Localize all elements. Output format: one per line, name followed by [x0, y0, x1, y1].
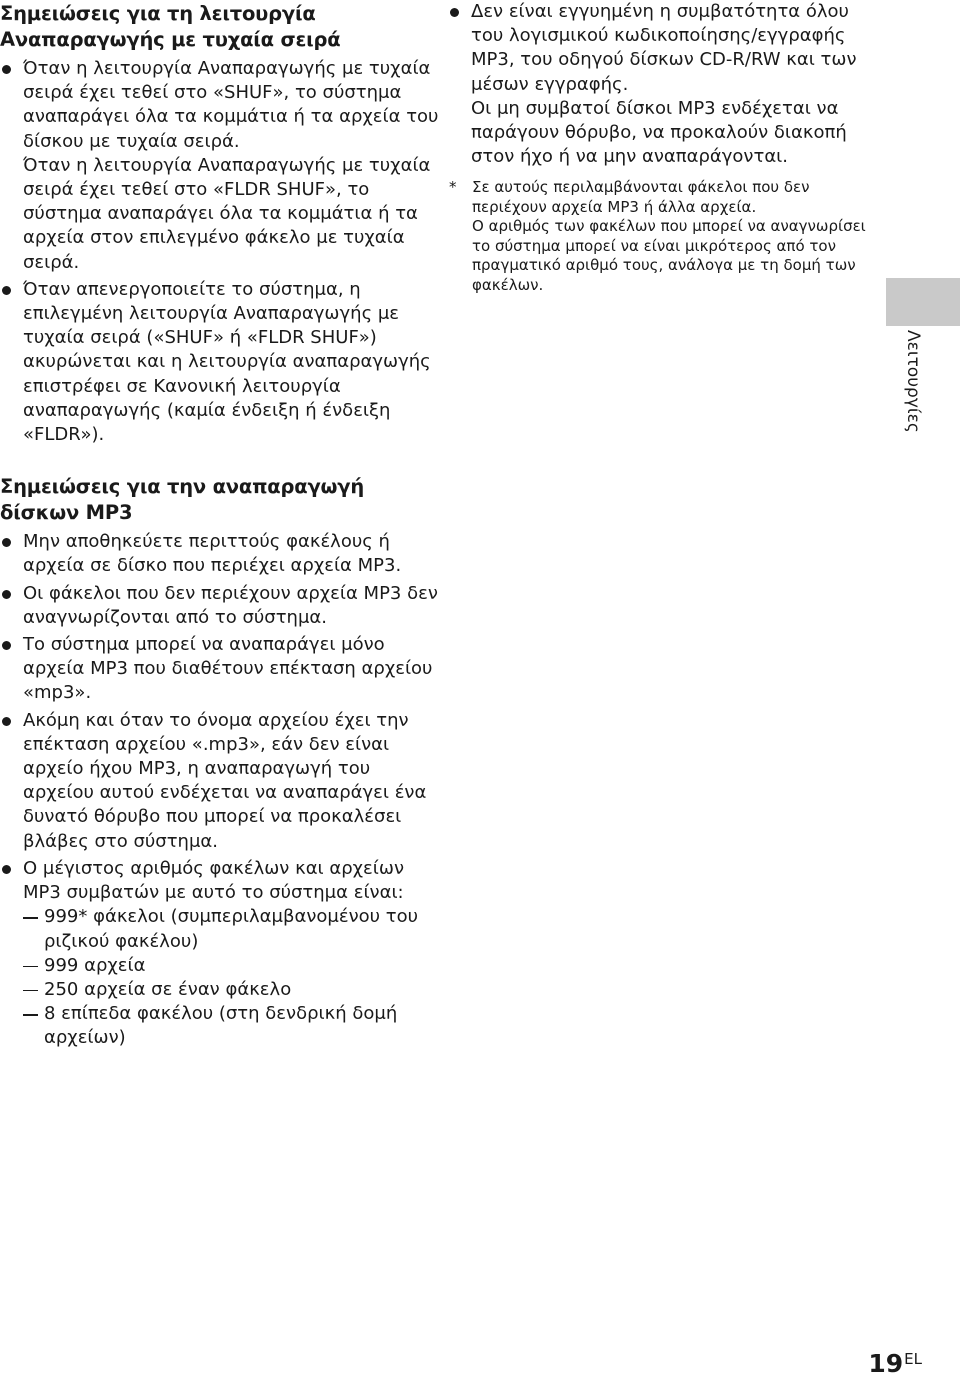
list-item — [0, 278, 440, 447]
paragraph: Το σύστημα μπορεί να αναπαράγει μόνο αρχεία MP3 που διαθέτουν επέκταση αρχείου «mp3». — [23, 634, 433, 704]
footnote-text: Ο αριθμός των φακέλων που μπορεί να αναγνωρίσει το σύστημα μπορεί να είναι μικρότερος από τον πραγματικό αριθμό τους, ανάλογα με τη δομή των φακέλων. — [472, 217, 866, 294]
footnote-text: Σε αυτούς περιλαμβάνονται φάκελοι που δεν περιέχουν αρχεία MP3 ή άλλα αρχεία. — [472, 178, 810, 216]
mp3-notes-list — [0, 530, 440, 1050]
paragraph: Δεν είναι εγγυημένη η συμβατότητα όλου του λογισμικού κωδικοποίησης/εγγραφής MP3, του οδηγού δίσκων CD-R/RW και των μέσων εγγραφής. — [471, 1, 857, 95]
sub-list-item: 999* φάκελοι (συμπεριλαμβανομένου του ριζικού φακέλου) — [23, 905, 440, 953]
paragraph: Οι μη συμβατοί δίσκοι MP3 ενδέχεται να παράγουν θόρυβο, να προκαλούν διακοπή στον ήχο ή να μην αναπαράγονται. — [471, 97, 847, 168]
page-number-value: 19 — [868, 1349, 904, 1378]
paragraph: Μην αποθηκεύετε περιττούς φακέλους ή αρχεία σε δίσκο που περιέχει αρχεία MP3. — [23, 531, 402, 577]
page-number — [868, 1344, 922, 1379]
sub-list-item: 8 επίπεδα φακέλου (στη δενδρική δομή αρχείων) — [23, 1002, 440, 1050]
heading-mp3-notes: Σημειώσεις για την αναπαραγωγή δίσκων MP3 — [0, 475, 365, 525]
footnote-mark: * — [449, 178, 457, 197]
list-item — [0, 57, 440, 275]
list-item — [0, 582, 440, 630]
heading-shuffle-notes: Σημειώσεις για τη λειτουργία Αναπαραγωγής με τυχαία σειρά — [0, 2, 341, 51]
right-column — [448, 0, 868, 295]
page-language-suffix: EL — [904, 1350, 922, 1368]
paragraph: Όταν απενεργοποιείτε το σύστημα, η επιλεγμένη λειτουργία Αναπαραγωγής με τυχαία σειρά («SHUF» ή «FLDR SHUF») ακυρώνεται και η λειτουργία αναπαραγωγής επιστρέφει σε Κανονική λειτουργία αναπαραγωγής (καμία ένδειξη ή ένδειξη «FLDR»). — [23, 278, 431, 446]
sub-list-item: 250 αρχεία σε έναν φάκελο — [23, 978, 440, 1002]
list-item — [0, 633, 440, 706]
list-item — [0, 709, 440, 854]
paragraph: Οι φάκελοι που δεν περιέχουν αρχεία MP3 δεν αναγνωρίζονται από το σύστημα. — [23, 582, 438, 628]
footnote — [448, 178, 868, 295]
sub-list-item: 999 αρχεία — [23, 954, 440, 978]
compatibility-list — [448, 0, 868, 169]
list-item — [0, 857, 440, 1051]
limits-sublist — [23, 905, 440, 1050]
paragraph: Όταν η λειτουργία Αναπαραγωγής με τυχαία σειρά έχει τεθεί στο «FLDR SHUF», το σύστημα αναπαράγει όλα τα κομμάτια ή τα αρχεία στον επιλεγμένο φάκελο με τυχαία σειρά. — [23, 154, 431, 273]
left-column — [0, 0, 440, 1054]
paragraph: Ακόμη και όταν το όνομα αρχείου έχει την επέκταση αρχείου «.mp3», εάν δεν είναι αρχείο ήχου MP3, η αναπαραγωγή του αρχείου αυτού ενδέχεται να αναπαράγει ένα δυνατό θόρυβο που μπορεί να προκαλέσει βλάβες στο σύστημα. — [23, 709, 427, 852]
paragraph: Ο μέγιστος αριθμός φακέλων και αρχείων MP3 συμβατών με αυτό το σύστημα είναι: — [23, 857, 405, 904]
shuffle-notes-list — [0, 57, 440, 447]
paragraph: Όταν η λειτουργία Αναπαραγωγής με τυχαία σειρά έχει τεθεί στο «SHUF», το σύστημα αναπαράγει όλα τα κομμάτια ή τα αρχεία του δίσκου με τυχαία σειρά. — [23, 58, 439, 152]
section-tab-label: Λειτουργίες — [903, 330, 923, 433]
list-item — [448, 0, 868, 169]
list-item — [0, 530, 440, 578]
section-tab-marker — [886, 278, 960, 326]
